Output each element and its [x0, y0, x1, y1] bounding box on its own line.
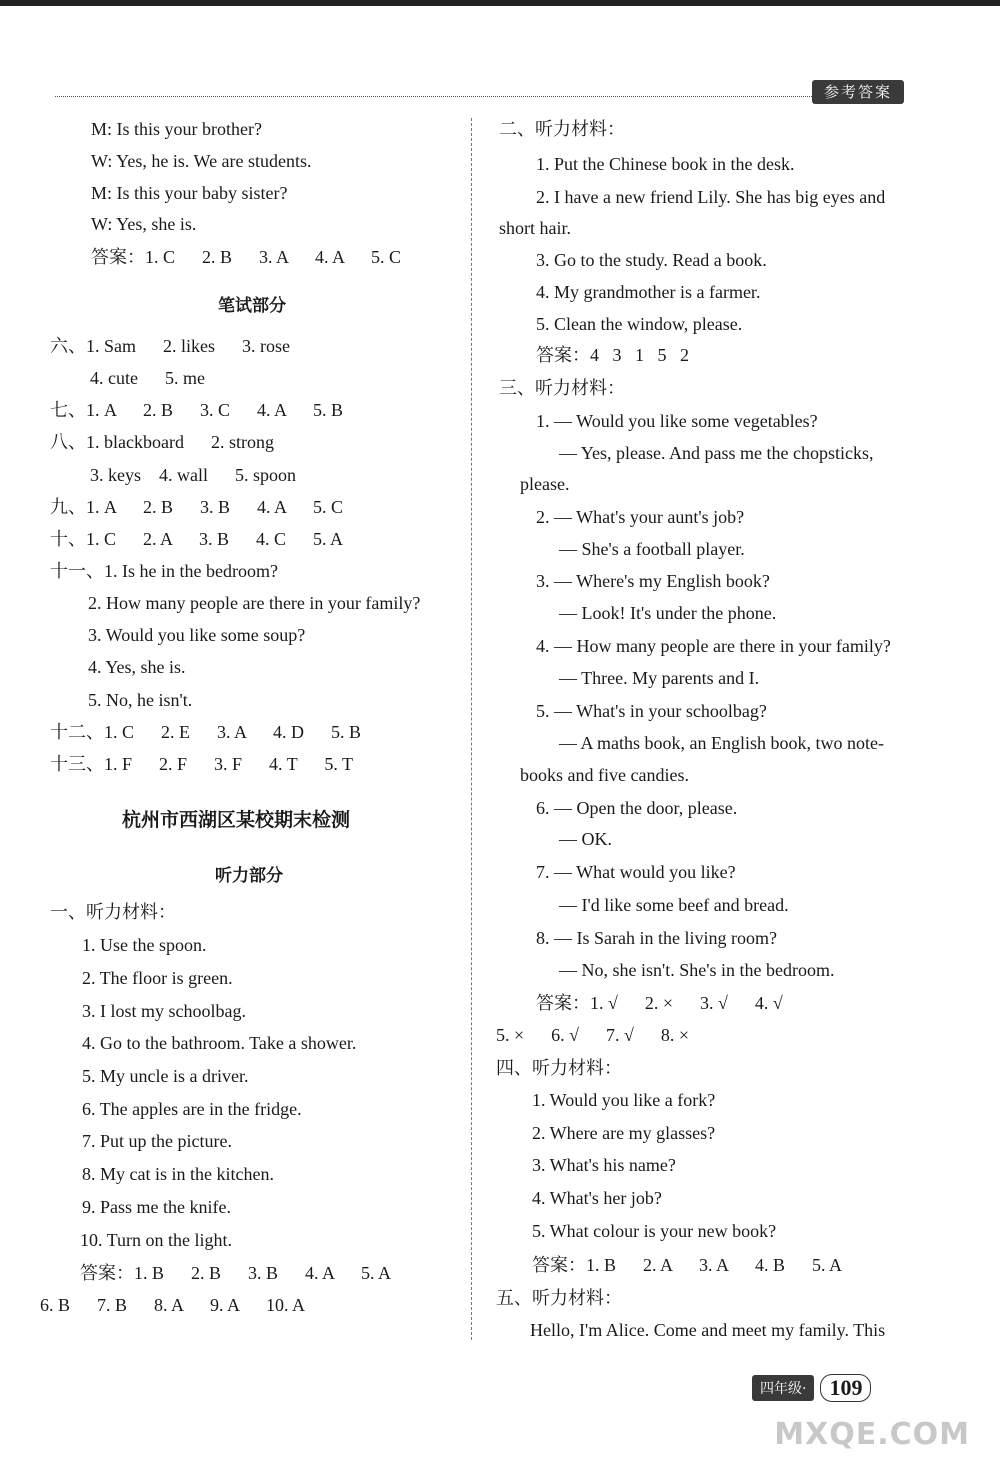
- text-line: 3. keys 4. wall 5. spoon: [90, 465, 296, 485]
- text-line: 九、1. A 2. B 3. B 4. A 5. C: [50, 497, 344, 517]
- page-number: 109: [820, 1374, 871, 1402]
- text-line: 5. No, he isn't.: [88, 690, 193, 710]
- text-line: — I'd like some beef and bread.: [559, 895, 789, 915]
- text-line: 四、听力材料：: [496, 1058, 622, 1078]
- text-line: 10. Turn on the light.: [80, 1230, 233, 1250]
- text-line: 十、1. C 2. A 3. B 4. C 5. A: [50, 529, 344, 549]
- text-line: 4. What's her job?: [532, 1188, 662, 1208]
- text-line: 5. × 6. √ 7. √ 8. ×: [496, 1025, 690, 1045]
- text-line: — Three. My parents and I.: [559, 668, 760, 688]
- text-line: 答案：1. B 2. B 3. B 4. A 5. A: [80, 1263, 392, 1283]
- text-line: 3. What's his name?: [532, 1155, 676, 1175]
- section-title: 杭州市西湖区某校期末检测: [122, 809, 351, 831]
- text-line: books and five candies.: [520, 765, 689, 785]
- text-line: 3. — Where's my English book?: [536, 571, 770, 591]
- text-line: 2. The floor is green.: [82, 968, 233, 988]
- text-line: 3. Would you like some soup?: [88, 625, 306, 645]
- text-line: 8. My cat is in the kitchen.: [82, 1164, 274, 1184]
- text-line: 1. Would you like a fork?: [532, 1090, 716, 1110]
- text-line: 4. Go to the bathroom. Take a shower.: [82, 1033, 357, 1053]
- text-line: 1. Use the spoon.: [82, 935, 207, 955]
- text-line: W: Yes, she is.: [91, 214, 197, 234]
- text-line: — Yes, please. And pass me the chopsticks,: [559, 443, 874, 463]
- section-heading: 听力部分: [215, 866, 283, 886]
- text-line: M: Is this your brother?: [91, 119, 262, 139]
- text-line: please.: [520, 474, 570, 494]
- text-line: 4. — How many people are there in your family?: [536, 636, 891, 656]
- header-tag: 参考答案: [812, 80, 904, 104]
- grade-label: 四年级·: [752, 1375, 814, 1401]
- text-line: 六、1. Sam 2. likes 3. rose: [50, 336, 290, 356]
- watermark: MXQE.COM: [774, 1417, 970, 1452]
- text-line: 5. Clean the window, please.: [536, 314, 743, 334]
- text-line: 5. My uncle is a driver.: [82, 1066, 249, 1086]
- text-line: 2. Where are my glasses?: [532, 1123, 716, 1143]
- text-line: 1. Put the Chinese book in the desk.: [536, 154, 795, 174]
- text-line: 答案：4 3 1 5 2: [536, 345, 689, 365]
- text-line: 8. — Is Sarah in the living room?: [536, 928, 777, 948]
- text-line: 6. B 7. B 8. A 9. A 10. A: [40, 1295, 306, 1315]
- text-line: 一、听力材料：: [50, 902, 176, 922]
- text-line: 十三、1. F 2. F 3. F 4. T 5. T: [50, 754, 354, 774]
- text-line: 3. I lost my schoolbag.: [82, 1001, 246, 1021]
- text-line: 二、听力材料：: [499, 119, 625, 139]
- text-line: 2. I have a new friend Lily. She has big eyes and: [536, 187, 886, 207]
- text-line: 答案：1. B 2. A 3. A 4. B 5. A: [532, 1255, 843, 1275]
- text-line: — Look! It's under the phone.: [559, 603, 777, 623]
- text-line: 3. Go to the study. Read a book.: [536, 250, 767, 270]
- text-line: 5. — What's in your schoolbag?: [536, 701, 767, 721]
- text-line: 2. How many people are there in your family?: [88, 593, 421, 613]
- page-footer: [752, 1373, 871, 1403]
- text-line: 7. — What would you like?: [536, 862, 736, 882]
- text-line: 2. — What's your aunt's job?: [536, 507, 745, 527]
- text-line: 9. Pass me the knife.: [82, 1197, 231, 1217]
- text-line: W: Yes, he is. We are students.: [91, 151, 312, 171]
- text-line: 4. cute 5. me: [90, 368, 205, 388]
- text-line: short hair.: [499, 218, 571, 238]
- text-line: Hello, I'm Alice. Come and meet my family. This: [530, 1320, 886, 1340]
- text-line: — No, she isn't. She's in the bedroom.: [559, 960, 835, 980]
- text-line: 4. Yes, she is.: [88, 657, 186, 677]
- text-line: 1. — Would you like some vegetables?: [536, 411, 818, 431]
- text-line: 答案：1. C 2. B 3. A 4. A 5. C: [91, 247, 402, 267]
- text-line: 7. Put up the picture.: [82, 1131, 232, 1151]
- text-line: 五、听力材料：: [496, 1288, 622, 1308]
- text-line: 6. The apples are in the fridge.: [82, 1099, 302, 1119]
- text-line: — She's a football player.: [559, 539, 745, 559]
- header-dotted-rule: [55, 96, 900, 97]
- text-line: 十一、1. Is he in the bedroom?: [50, 561, 278, 581]
- top-edge-bar: [0, 0, 1000, 6]
- text-line: — OK.: [559, 829, 612, 849]
- text-line: 4. My grandmother is a farmer.: [536, 282, 761, 302]
- text-line: M: Is this your baby sister?: [91, 183, 288, 203]
- text-line: 6. — Open the door, please.: [536, 798, 738, 818]
- text-line: — A maths book, an English book, two note-: [559, 733, 884, 753]
- text-line: 八、1. blackboard 2. strong: [50, 432, 274, 452]
- text-line: 七、1. A 2. B 3. C 4. A 5. B: [50, 400, 344, 420]
- column-divider: [471, 118, 472, 1340]
- text-line: 十二、1. C 2. E 3. A 4. D 5. B: [50, 722, 362, 742]
- text-line: 答案：1. √ 2. × 3. √ 4. √: [536, 993, 783, 1013]
- section-heading: 笔试部分: [218, 296, 286, 316]
- text-line: 5. What colour is your new book?: [532, 1221, 777, 1241]
- text-line: 三、听力材料：: [499, 378, 625, 398]
